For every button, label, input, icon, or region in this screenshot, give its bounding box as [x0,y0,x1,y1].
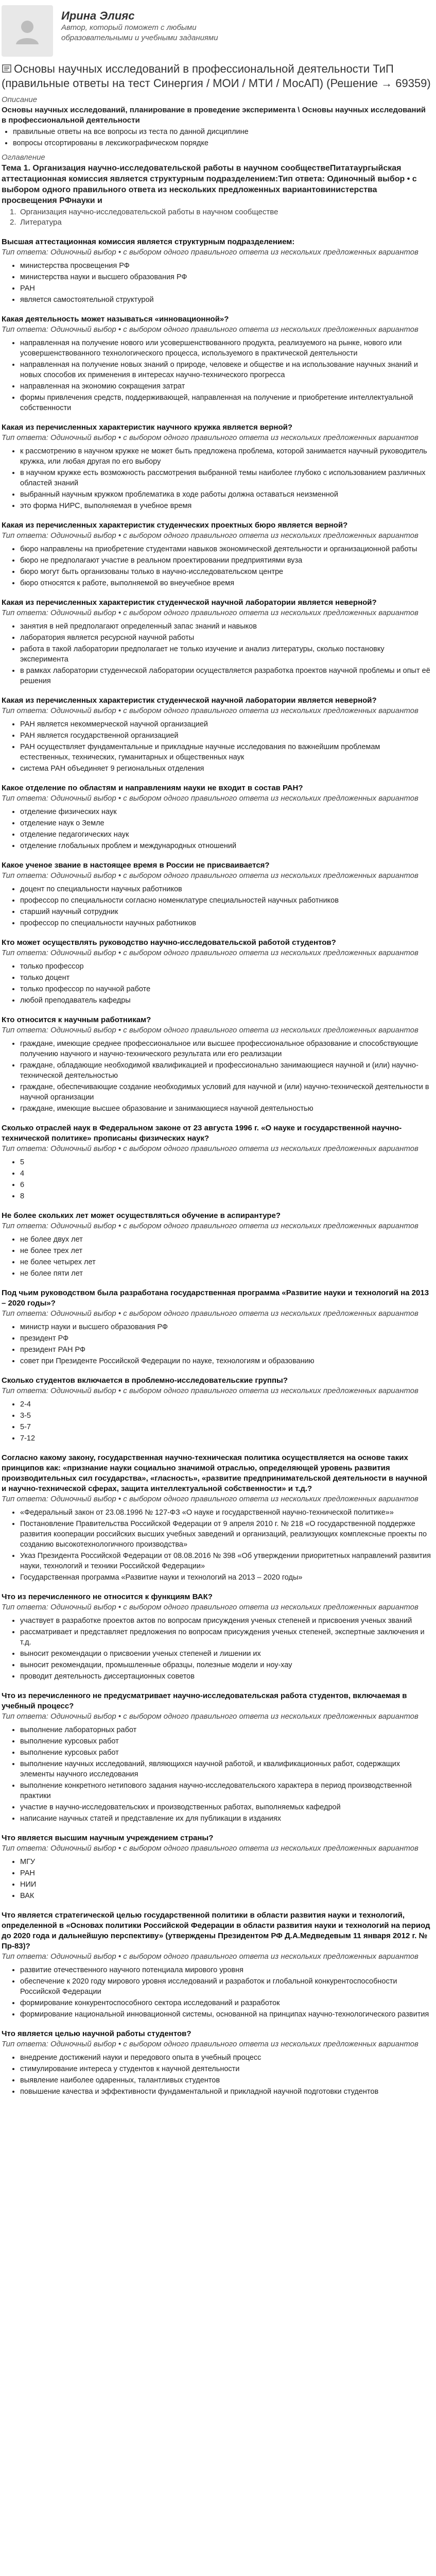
answer-list [2,446,431,511]
question-title: Какая из перечисленных характеристик студенческой научной лаборатории является неверной? [2,696,377,705]
answer-option: • направленная на получение новых знаний о природе, человеке и обществе и на использование научных знаний и новых способов их применения в интересах научно-технического прогресса [20,360,431,380]
answer-option: • не более пяти лет [20,1268,431,1279]
answer-option: • участие в научно-исследовательских и производственных работах, выполняемых кафедрой [20,1802,431,1812]
answer-list [2,544,431,588]
question-title: Что является стратегической целью государственной политики в области развития науки и технологий, определенной в «Основах политики Российской Федерации в области развития науки и технологий на период до 2020 года и дальнейшую перспективу» (утверждены Президентом РФ Д.А.Медведевым 11 января 2012 г. № Пр-83)? [2,1911,430,1951]
answer-list [2,1857,431,1901]
description-label: Описание [2,95,38,104]
answer-option: • только профессор по научной работе [20,984,431,994]
question-title: Что из перечисленного не предусматривает научно-исследовательская работа студентов, включаемая в учебный процесс? [2,1691,407,1710]
answer-option: • граждане, имеющие среднее профессиональное или высшее профессиональное образование и способствующие получению научного и научно-технического результата или его реализации [20,1039,431,1059]
question-title: Кто относится к научным работникам? [2,1015,151,1024]
author-block [2,5,431,57]
answer-type: Тип ответа: Одиночный выбор • с выбором одного правильного ответа из нескольких предложенных вариантов [2,531,418,540]
answer-type: Тип ответа: Одиночный выбор • с выбором одного правильного ответа из нескольких предложенных вариантов [2,1495,418,1503]
question-title: Какая из перечисленных характеристик студенческой научной лаборатории является неверной? [2,598,377,607]
answer-option: • 8 [20,1191,431,1201]
question-block [2,696,431,774]
answer-type: Тип ответа: Одиночный выбор • с выбором одного правильного ответа из нескольких предложенных вариантов [2,1844,418,1853]
answer-list [2,1616,431,1682]
question-title: Не более скольких лет может осуществляться обучение в аспирантуре? [2,1211,281,1220]
answer-option: • выносит рекомендации, промышленные образцы, полезные модели и ноу-хау [20,1660,431,1670]
answer-option: • отделение глобальных проблем и международных отношений [20,841,431,851]
answer-type: Тип ответа: Одиночный выбор • с выбором одного правильного ответа из нескольких предложенных вариантов [2,706,418,715]
question-title: Какое ученое звание в настоящее время в России не присваивается? [2,861,270,870]
answer-option: • формы привлечения средств, поддерживающей, направленная на получение и приобретение интеллектуальной собственности [20,393,431,413]
answer-option: • выполнение курсовых работ [20,1748,431,1758]
question-block [2,314,431,413]
question-block [2,598,431,686]
answer-option: • внедрение достижений науки и передового опыта в учебный процесс [20,2053,431,2063]
answer-option: • отделение физических наук [20,807,431,817]
answer-list [2,621,431,686]
answer-option: • стимулирование интереса у студентов к научной деятельности [20,2064,431,2074]
answer-list [2,2053,431,2097]
answer-option: • 7-12 [20,1433,431,1444]
answer-option: • только доцент [20,973,431,983]
answer-option: • выявление наиболее одаренных, талантливых студентов [20,2075,431,2086]
question-block [2,1592,431,1682]
answer-option: • профессор по специальности согласно номенклатуре специальностей научных работников [20,895,431,906]
question-title: Что из перечисленного не относится к функциям ВАК? [2,1592,213,1601]
question-block [2,1288,431,1366]
answer-option: • развитие отечественного научного потенциала мирового уровня [20,1965,431,1975]
answer-list [2,719,431,774]
question-block [2,1691,431,1824]
answer-type: Тип ответа: Одиночный выбор • с выбором одного правильного ответа из нескольких предложенных вариантов [2,871,418,880]
page-title-text: Основы научных исследований в профессиональной деятельности ТиП (правильные ответы на тест Синергия / МОИ / МТИ / МосАП) (Решение → 69359) [2,62,431,90]
question-title: Какая из перечисленных характеристик научного кружка является верной? [2,423,293,432]
answer-type: Тип ответа: Одиночный выбор • с выбором одного правильного ответа из нескольких предложенных вариантов [2,325,418,334]
answer-option: • любой преподаватель кафедры [20,995,431,1006]
answer-option: • выполнение курсовых работ [20,1736,431,1747]
author-name[interactable]: Ирина Элияс [61,9,135,22]
answer-option: • рассматривает и представляет предложения по вопросам присуждения ученых степеней, экспертные заключения и т.д. [20,1627,431,1648]
question-title: Согласно какому закону, государственная научно-техническая политика осуществляется на основе таких принципов как: «признание науки социально значимой отраслью, определяющей уровень развития производительных сил государства», «гласность», «развитие предпринимательской деятельности в научной и научно-технической сферах, защита интеллектуальной собственности» и т.д.? [2,1453,428,1493]
answer-type: Тип ответа: Одиночный выбор • с выбором одного правильного ответа из нескольких предложенных вариантов [2,608,418,617]
user-icon [12,15,43,46]
answer-option: • отделение наук о Земле [20,818,431,828]
answer-type: Тип ответа: Одиночный выбор • с выбором одного правильного ответа из нескольких предложенных вариантов [2,1222,418,1230]
answer-option: • формирование национальной инновационной системы, основанной на принципах научно-технологического развития [20,2009,431,2020]
question-block [2,237,431,305]
answer-list [2,1725,431,1824]
answer-option: • не более трех лет [20,1246,431,1256]
answer-option: • не более двух лет [20,1234,431,1245]
answer-list [2,961,431,1006]
answer-option: • Указ Президента Российской Федерации от 08.08.2016 № 398 «Об утверждении приоритетных направлений развития науки, технологий и техники Российской Федерации» [20,1551,431,1571]
content [2,5,431,2098]
answer-option: • выполнение научных исследований, являющихся научной работой, и квалификационных работ, содержащих элементы научного исследования [20,1759,431,1780]
answer-option: • выполнение лабораторных работ [20,1725,431,1735]
description-item: • правильные ответы на все вопросы из теста по данной дисциплине [13,127,431,137]
question-block [2,2029,431,2097]
answer-option: • президент РАН РФ [20,1345,431,1355]
answer-option: • министерства просвещения РФ [20,261,431,271]
question-block [2,1833,431,1901]
answer-option: • НИИ [20,1879,431,1890]
answer-option: • Постановление Правительства Российской Федерации от 9 апреля 2010 г. № 218 «О государственной поддержке развития кооперации российских высших учебных заведений и организаций, реализующих комплексные проекты по созданию высокотехнологичного производства» [20,1519,431,1550]
answer-option: • проводит деятельность диссертационных советов [20,1671,431,1682]
question-block [2,938,431,1006]
answer-option: • бюро направлены на приобретение студентами навыков экономической деятельности и организационной работы [20,544,431,554]
answer-list [2,1234,431,1279]
toc-list [10,207,431,228]
answer-option: • написание научных статей и представление их для публикации в изданиях [20,1814,431,1824]
answer-option: • только профессор [20,961,431,972]
answer-type: Тип ответа: Одиночный выбор • с выбором одного правильного ответа из нескольких предложенных вариантов [2,1026,418,1035]
question-title: Кто может осуществлять руководство научно-исследовательской работой студентов? [2,938,336,947]
answer-option: • участвует в разработке проектов актов по вопросам присуждения ученых степеней и присвоения ученых званий [20,1616,431,1626]
description-text: Основы научных исследований, планирование в проведение эксперимента \ Основы научных исследований в профессиональной деятельности [2,106,426,125]
answer-option: • профессор по специальности научных работников [20,918,431,928]
toc-item[interactable]: 1. Организация научно-исследовательской работы в научном сообществе [10,208,278,216]
question-title: Какая из перечисленных характеристик студенческих проектных бюро является верной? [2,521,348,530]
answer-type: Тип ответа: Одиночный выбор • с выбором одного правильного ответа из нескольких предложенных вариантов [2,948,418,957]
answer-option: • бюро не предполагают участие в реальном проектировании предприятиями вуза [20,555,431,566]
question-block [2,422,431,511]
question-block [2,1015,431,1114]
question-title: Под чьим руководством была разработана государственная программа «Развитие науки и технологий на 2013 – 2020 годы»? [2,1289,429,1308]
toc-label: Оглавление [2,153,45,162]
question-block [2,1910,431,2020]
answer-option: • доцент по специальности научных работников [20,884,431,894]
avatar[interactable] [2,5,53,57]
answer-option: • 4 [20,1168,431,1179]
question-title: Сколько отраслей наук в Федеральном законе от 23 августа 1996 г. «О науке и государственной научно-технической политике» прописаны физических наук? [2,1124,402,1143]
answer-option: • отделение педагогических наук [20,829,431,840]
answer-option: • граждане, обладающие необходимой квалификацией и профессионально занимающиеся научной и (или) научно-технической деятельностью [20,1060,431,1081]
answer-list [2,1507,431,1583]
answer-option: • работа в такой лаборатории предполагает не только изучение и анализ литературы, сколько постановку эксперимента [20,644,431,665]
question-block [2,1376,431,1444]
answer-list [2,338,431,413]
answer-option: • президент РФ [20,1333,431,1344]
question-title: Какое отделение по областям и направлениям науки не входит в состав РАН? [2,784,303,792]
question-block [2,1123,431,1201]
document-icon [2,63,12,73]
question-title: Что является высшим научным учреждением страны? [2,1834,214,1842]
answer-option: • это форма НИРС, выполняемая в учебное время [20,501,431,511]
answer-list [2,1039,431,1114]
question-block [2,520,431,588]
answer-type: Тип ответа: Одиночный выбор • с выбором одного правильного ответа из нескольких предложенных вариантов [2,794,418,803]
question-block [2,783,431,851]
answer-list [2,261,431,305]
answer-option: • бюро относятся к работе, выполняемой во внеучебное время [20,578,431,588]
answer-option: • бюро могут быть организованы только в научно-исследовательском центре [20,567,431,577]
answer-option: • граждане, обеспечивающие создание необходимых условий для научной и (или) научно-технической деятельности в научной организации [20,1082,431,1103]
question-title: Что является целью научной работы студентов? [2,2029,191,2038]
answer-option: • совет при Президенте Российской Федерации по науке, технологиям и образованию [20,1356,431,1366]
description-list [2,127,431,148]
answer-option: • РАН является некоммерческой научной организацией [20,719,431,730]
answer-option: • РАН [20,1868,431,1878]
description-item: • вопросы отсортированы в лексикографическом порядке [13,138,431,148]
question-block [2,1211,431,1279]
answer-option: • направленная на получение нового или усовершенствованного продукта, реализуемого на рынке, нового или усовершенствованного технологического процесса, используемого в практической деятельности [20,338,431,359]
toc-text: Тема 1. Организация научно-исследовательской работы в научном сообществеПитатаургыйская аттестационная комиссия является структурным подразделением:Тип ответа: Одиночный выбор • с выбором одного правильного ответа из нескольких предложенных вариантовинистерства просвещения РФнауки и [2,164,417,205]
answer-type: Тип ответа: Одиночный выбор • с выбором одного правильного ответа из нескольких предложенных вариантов [2,1952,418,1961]
page-title [2,62,431,91]
answer-type: Тип ответа: Одиночный выбор • с выбором одного правильного ответа из нескольких предложенных вариантов [2,1386,418,1395]
answer-option: • обеспечение к 2020 году мирового уровня исследований и разработок и глобальной конкурентоспособности Российской Федерации [20,1976,431,1997]
answer-option: • Государственная программа «Развитие науки и технологий на 2013 – 2020 годы» [20,1572,431,1583]
questions-list [2,237,431,2097]
answer-option: • МГУ [20,1857,431,1867]
author-description: Автор, который поможет с любыми образовательными и учебными заданиями [61,23,218,42]
answer-option: • 2-4 [20,1399,431,1410]
answer-option: • 3-5 [20,1411,431,1421]
answer-type: Тип ответа: Одиночный выбор • с выбором одного правильного ответа из нескольких предложенных вариантов [2,1712,418,1721]
answer-option: • не более четырех лет [20,1257,431,1267]
answer-option: • ВАК [20,1891,431,1901]
answer-option: • в научном кружке есть возможность рассмотрения выбранной темы наиболее глубоко с использованием различных областей знаний [20,468,431,488]
answer-option: • РАН [20,283,431,294]
author-info [61,5,241,43]
answer-option: • выбранный научным кружком проблематика в ходе работы должна оставаться неизменной [20,489,431,500]
answer-option: • лаборатория является ресурсной научной работы [20,633,431,643]
answer-option: • министерства науки и высшего образования РФ [20,272,431,282]
answer-option: • РАН является государственной организацией [20,731,431,741]
answer-list [2,884,431,928]
answer-list [2,807,431,851]
answer-option: • 6 [20,1180,431,1190]
answer-option: • граждане, имеющие высшее образование и занимающиеся научной деятельностью [20,1104,431,1114]
answer-list [2,1965,431,2020]
answer-option: • старший научный сотрудник [20,907,431,917]
toc-item[interactable]: 2. Литература [10,218,62,227]
answer-option: • занятия в ней предполагают определенный запас знаний и навыков [20,621,431,632]
answer-type: Тип ответа: Одиночный выбор • с выбором одного правильного ответа из нескольких предложенных вариантов [2,1309,418,1318]
answer-type: Тип ответа: Одиночный выбор • с выбором одного правильного ответа из нескольких предложенных вариантов [2,433,418,442]
answer-type: Тип ответа: Одиночный выбор • с выбором одного правильного ответа из нескольких предложенных вариантов [2,248,418,257]
question-title: Какая деятельность может называться «инновационной»? [2,315,229,324]
answer-option: • является самостоятельной структурой [20,295,431,305]
answer-option: • выносит рекомендации о присвоении ученых степеней и лишении их [20,1649,431,1659]
answer-option: • РАН осуществляет фундаментальные и прикладные научные исследования по важнейшим проблемам естественных, технических, гуманитарных и общественных наук [20,742,431,762]
answer-option: • повышение качества и эффективности фундаментальной и прикладной научной подготовки студентов [20,2087,431,2097]
answer-option: • направленная на экономию сокращения затрат [20,381,431,392]
answer-type: Тип ответа: Одиночный выбор • с выбором одного правильного ответа из нескольких предложенных вариантов [2,1144,418,1153]
answer-option: • к рассмотрению в научном кружке не может быть предложена проблема, которой занимается научный руководитель кружка, или любая другая по его выбору [20,446,431,467]
question-title: Высшая аттестационная комиссия является структурным подразделением: [2,238,295,246]
question-block [2,1453,431,1583]
answer-option: • в рамках лаборатории студенческой лаборатории осуществляется разработка проектов научной проблемы и опыт её решения [20,666,431,686]
answer-type: Тип ответа: Одиночный выбор • с выбором одного правильного ответа из нескольких предложенных вариантов [2,1603,418,1612]
answer-option: • 5-7 [20,1422,431,1432]
question-title: Сколько студентов включается в проблемно-исследовательские группы? [2,1376,288,1385]
question-block [2,860,431,928]
answer-option: • формирование конкурентоспособного сектора исследований и разработок [20,1998,431,2008]
answer-option: • система РАН объединяет 9 региональных отделения [20,764,431,774]
answer-option: • «Федеральный закон от 23.08.1996 № 127-ФЗ «О науке и государственной научно-технической политике»» [20,1507,431,1518]
answer-list [2,1399,431,1444]
answer-list [2,1322,431,1366]
answer-list [2,1157,431,1201]
answer-option: • выполнение конкретного нетипового задания научно-исследовательского характера в период производственной практики [20,1781,431,1801]
answer-option: • 5 [20,1157,431,1167]
answer-option: • министр науки и высшего образования РФ [20,1322,431,1332]
answer-type: Тип ответа: Одиночный выбор • с выбором одного правильного ответа из нескольких предложенных вариантов [2,2040,418,2048]
